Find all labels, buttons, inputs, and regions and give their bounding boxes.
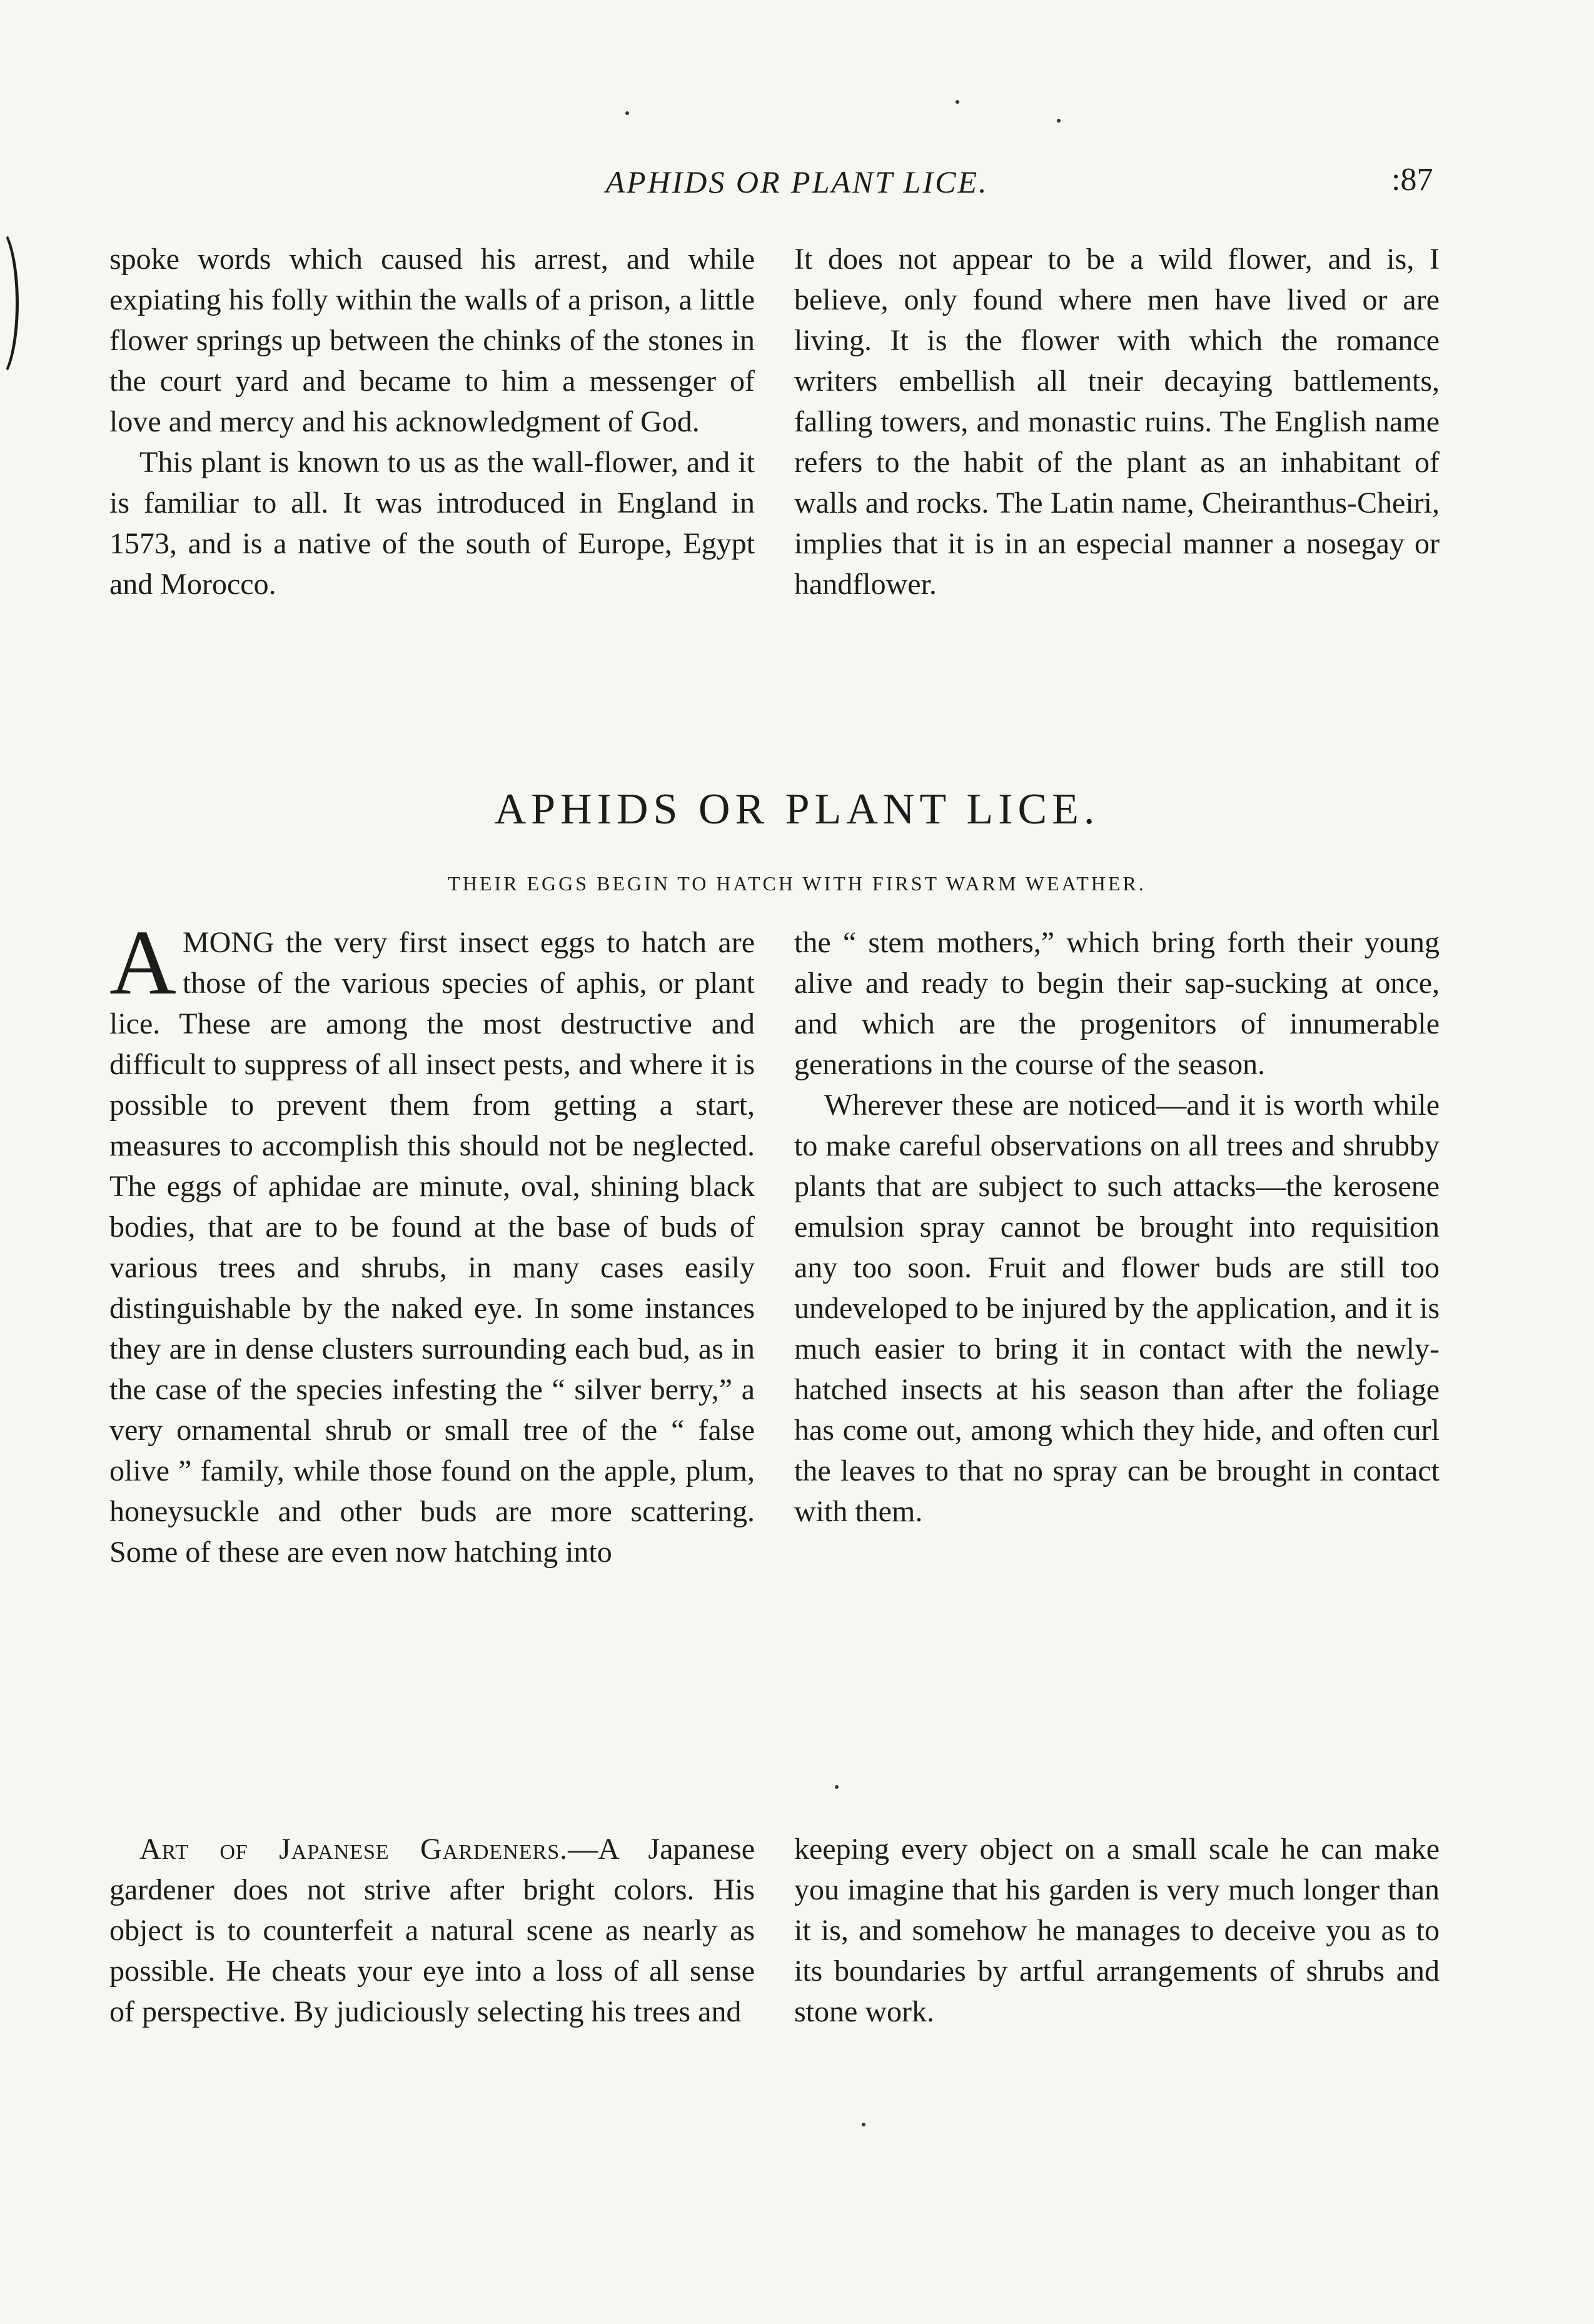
article-subtitle: THEIR EGGS BEGIN TO HATCH WITH FIRST WARM WEATHER. bbox=[448, 872, 1146, 895]
note-paragraph-continued: keeping every object on a small scale he can make you imagine that his garden is very much longer than it is, and somehow he manages to deceive you as to its boundaries by artful arrangements of shrubs and stone work. bbox=[794, 1833, 1440, 2028]
note-text: —A Japanese gardener does not strive after bright colors. His object is to counterfeit a natural scene as nearly as possible. He cheats your eye into a loss of all sense of perspective. By judiciously selecting his trees and bbox=[109, 1833, 755, 2028]
paragraph: Wherever these are noticed—and it is worth while to make careful observations on all trees and shrubby plants that are subject to such attacks—the kerosene emulsion spray cannot be brought into requisition any too soon. Fruit and flower buds are still too undeveloped to be injured by the application, and it is much easier to bring it in contact with the newly-hatched insects at his season than after the foliage has come out, among which they hide, and often curl the leaves to that no spray can be brought in contact with them. bbox=[794, 1089, 1440, 1528]
first-word-rest: MONG bbox=[182, 926, 275, 959]
ink-speck bbox=[862, 2123, 865, 2126]
note-left-column bbox=[109, 1829, 755, 2032]
page-number: :87 bbox=[1391, 162, 1433, 198]
prev-article-right-column bbox=[794, 239, 1440, 605]
ink-speck bbox=[956, 100, 959, 104]
ink-speck bbox=[625, 111, 629, 115]
lead-paragraph-text: the very first insect eggs to hatch are those of the various species of aphis, or plant lice. These are among the most destructive and difficult to suppress of all insect pests, and where it is possible to prevent them from getting a start, measures to accomplish this should not be neglected. The eggs of aphidae are minute, oval, shining black bodies, that are to be found at the base of buds of various trees and shrubs, in many cases easily distinguishable by the naked eye. In some instances they are in dense clusters surrounding each bud, as in the case of the species infesting the “ silver berry,” a very ornamental shrub or small tree of the “ false olive ” family, while those found on the apple, plum, honeysuckle and other buds are more scattering. Some of these are even now hatching into bbox=[109, 926, 755, 1569]
article-left-column bbox=[109, 912, 755, 1572]
note-right-column bbox=[794, 1829, 1440, 2032]
ink-speck bbox=[1057, 119, 1061, 123]
running-head: APHIDS OR PLANT LICE. bbox=[605, 164, 989, 199]
ink-speck bbox=[835, 1785, 839, 1789]
drop-cap: A bbox=[109, 912, 176, 1014]
paragraph: This plant is known to us as the wall-flower, and it is familiar to all. It was introduced in England in 1573, and is a native of the south of Europe, Egypt and Morocco. bbox=[109, 446, 755, 601]
article-right-column bbox=[794, 922, 1440, 1532]
lead-paragraph bbox=[109, 912, 755, 1572]
paragraph: the “ stem mothers,” which bring forth their young alive and ready to begin their sap-sucking at once, and which are the progenitors of innumerable generations in the course of the season. bbox=[794, 926, 1440, 1081]
paragraph: spoke words which caused his arrest, and while expiating his folly within the walls of a prison, a little flower springs up between the chinks of the stones in the court yard and became to him a messenger of love and mercy and his acknowledgment of God. bbox=[109, 243, 755, 438]
note-paragraph bbox=[109, 1829, 755, 2032]
article-title: APHIDS OR PLANT LICE. bbox=[494, 785, 1100, 833]
paragraph: It does not appear to be a wild flower, and is, I believe, only found where men have lived or are living. It is the flower with which the romance writers embellish all tneir decaying battlements, falling towers, and monastic ruins. The English name refers to the habit of the plant as an inhabitant of walls and rocks. The Latin name, Cheiranthus-Cheiri, implies that it is in an especial manner a nosegay or handflower. bbox=[794, 243, 1440, 601]
margin-bracket-mark bbox=[0, 225, 19, 381]
note-heading: Art of Japanese Gardeners. bbox=[139, 1833, 568, 1866]
prev-article-left-column bbox=[109, 239, 755, 605]
